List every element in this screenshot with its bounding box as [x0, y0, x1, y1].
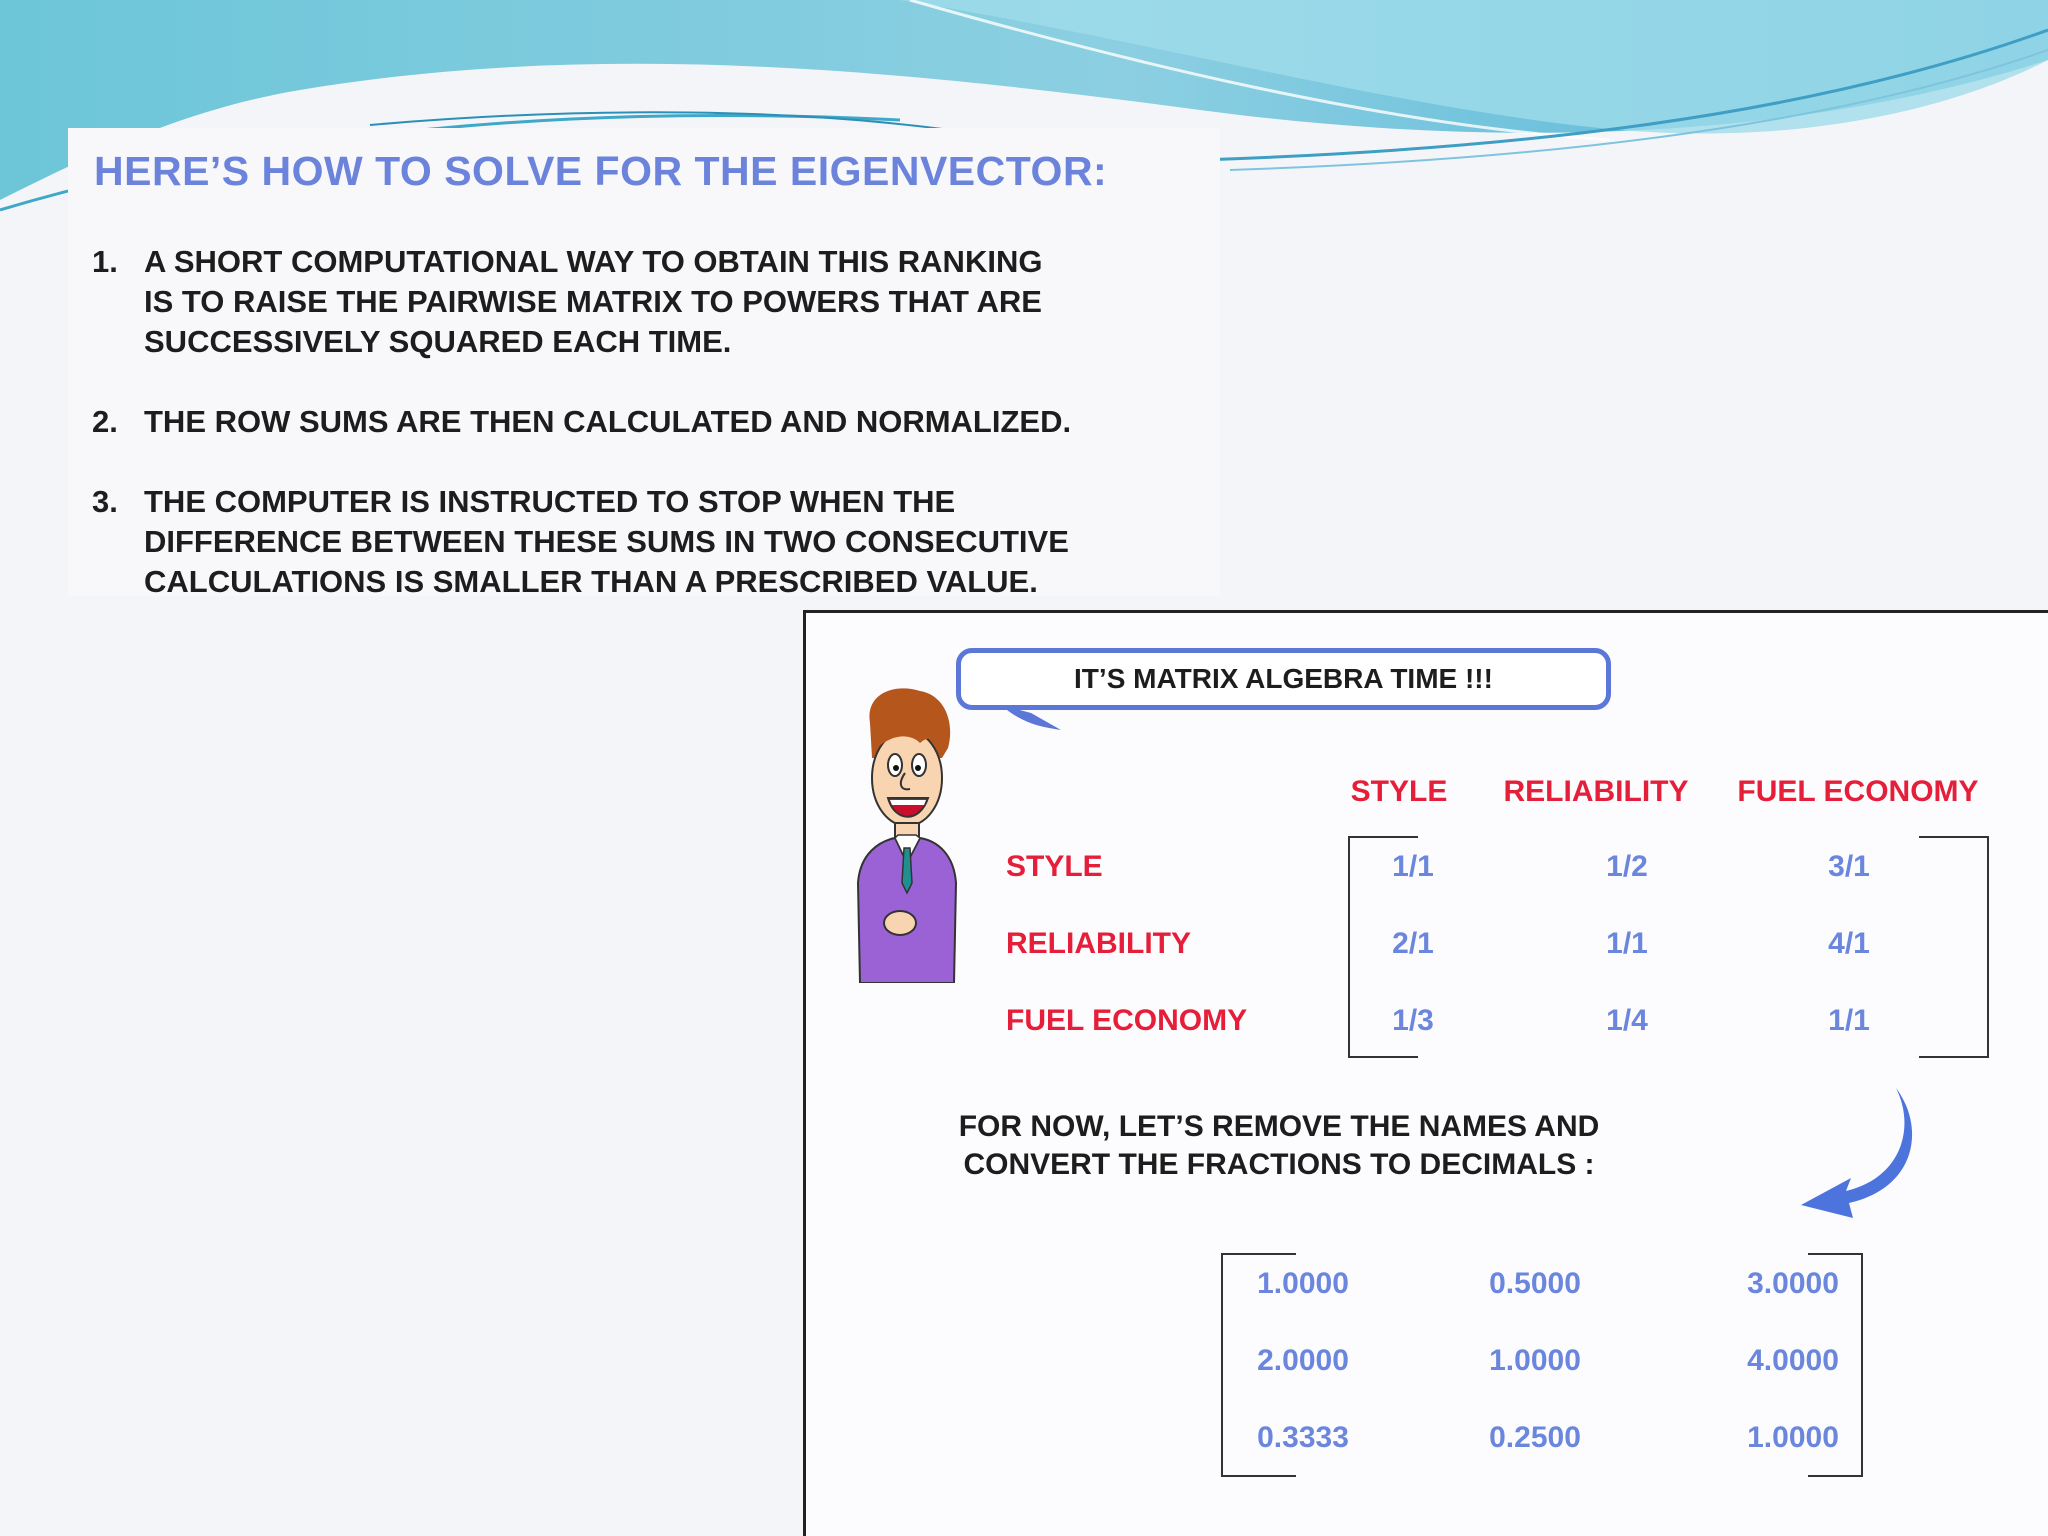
step-number: 1.	[92, 244, 118, 279]
decimal-matrix-cell: 1.0000	[1257, 1267, 1349, 1300]
decimal-matrix-cell: 2.0000	[1257, 1344, 1349, 1377]
column-header-reliability: RELIABILITY	[1503, 775, 1689, 808]
step-number: 2.	[92, 404, 118, 439]
row-header-reliability: RELIABILITY	[1006, 927, 1191, 960]
decimal-matrix-cell: 1.0000	[1489, 1344, 1581, 1377]
row-header-style: STYLE	[1006, 850, 1103, 883]
step-text: A SHORT COMPUTATIONAL WAY TO OBTAIN THIS RANKING IS TO RAISE THE PAIRWISE MATRIX TO POWERS THAT ARE SUCCESSIVELY SQUARED EACH TIME.	[144, 244, 1043, 359]
decimal-matrix-cell: 1.0000	[1747, 1421, 1839, 1454]
decimal-matrix-cell: 4.0000	[1747, 1344, 1839, 1377]
curved-arrow-down-icon	[1801, 1083, 1921, 1223]
matrix-cell: 1/1	[1828, 1004, 1870, 1037]
matrix-cell: 2/1	[1392, 927, 1434, 960]
matrix-cell: 3/1	[1828, 850, 1870, 883]
decimal-matrix-cell: 0.2500	[1489, 1421, 1581, 1454]
matrix-cell: 1/4	[1606, 1004, 1648, 1037]
row-header-fuel-economy: FUEL ECONOMY	[1006, 1004, 1248, 1037]
speech-bubble	[956, 648, 1611, 710]
matrix-cell: 1/1	[1392, 850, 1434, 883]
decimal-matrix-cell: 0.3333	[1257, 1421, 1349, 1454]
page-title: HERE’S HOW TO SOLVE FOR THE EIGENVECTOR:	[94, 148, 1108, 194]
column-header-style: STYLE	[1350, 775, 1448, 808]
column-header-fuel-economy: FUEL ECONOMY	[1737, 775, 1979, 808]
speech-bubble-text: IT’S MATRIX ALGEBRA TIME !!!	[1074, 663, 1493, 694]
matrix-cell: 1/2	[1606, 850, 1648, 883]
instruction-text: FOR NOW, LET’S REMOVE THE NAMES AND CONVERT THE FRACTIONS TO DECIMALS :	[958, 1110, 1600, 1181]
speech-bubble-tail	[1001, 705, 1121, 735]
matrix-panel	[803, 610, 2048, 1536]
step-text: THE ROW SUMS ARE THEN CALCULATED AND NORMALIZED.	[144, 404, 1072, 439]
decimal-matrix-cell: 0.5000	[1489, 1267, 1581, 1300]
matrix-cell: 1/3	[1392, 1004, 1434, 1037]
instructions-panel	[68, 128, 1220, 599]
matrix-cell: 4/1	[1828, 927, 1870, 960]
decimal-matrix-cell: 3.0000	[1747, 1267, 1839, 1300]
matrix-right-bracket	[1919, 836, 1989, 1058]
step-text: THE COMPUTER IS INSTRUCTED TO STOP WHEN THE DIFFERENCE BETWEEN THESE SUMS IN TWO CONSECUTIVE CALCULATIONS IS SMALLER THAN A PRESCRIBED VALUE.	[144, 484, 1069, 599]
presenter-cartoon-icon	[850, 683, 960, 983]
matrix-cell: 1/1	[1606, 927, 1648, 960]
step-number: 3.	[92, 484, 118, 519]
